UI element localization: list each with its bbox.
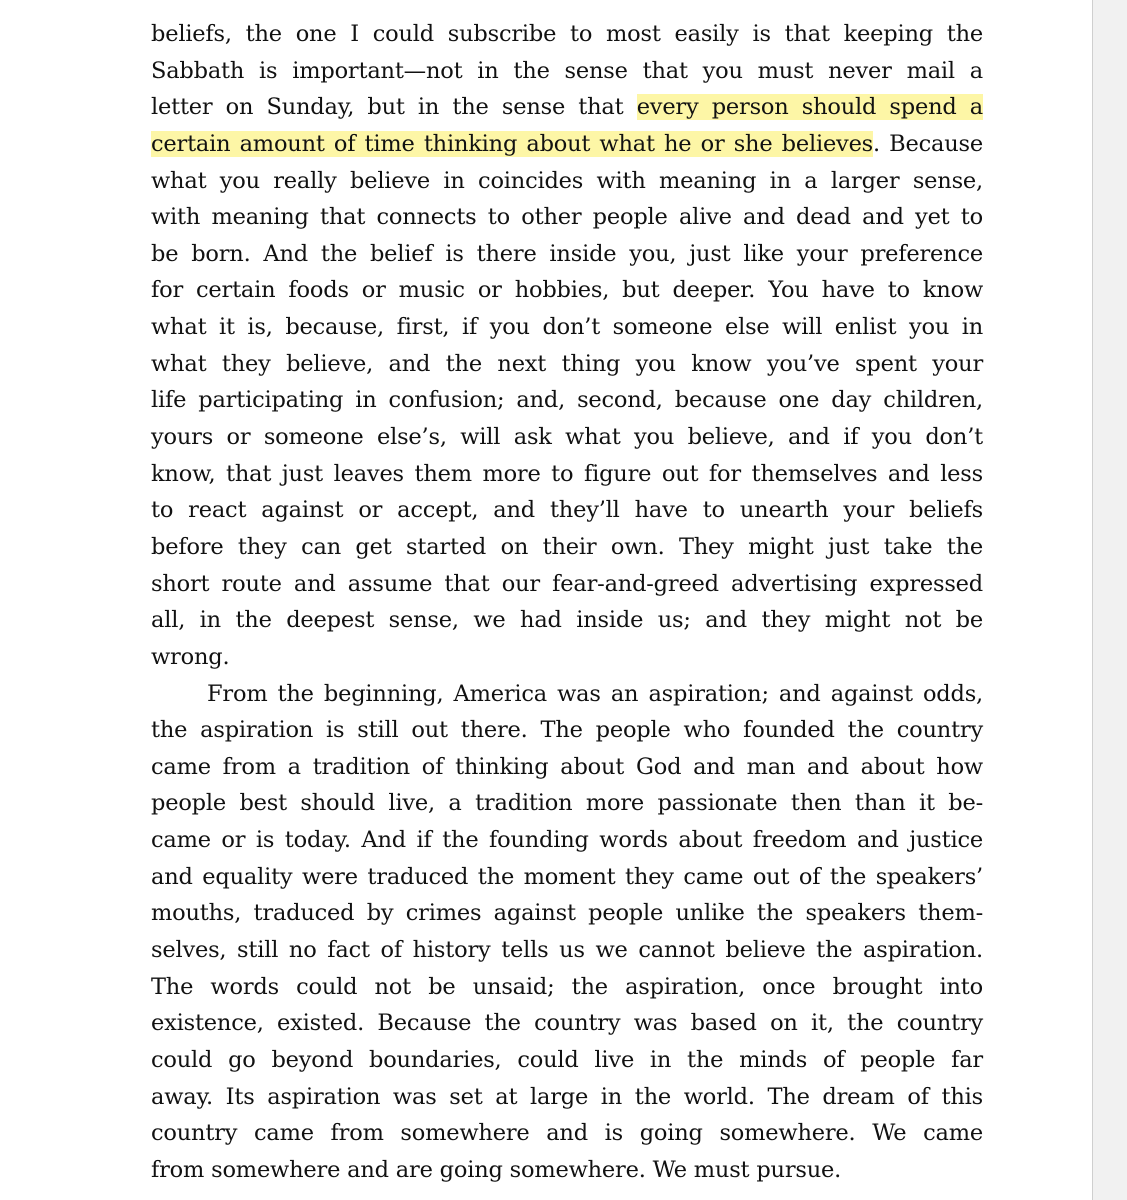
text-line: existence, existed. Because the country was based on it, the country <box>151 1010 983 1037</box>
text-line: the aspiration is still out there. The people who founded the country <box>151 717 983 744</box>
text-segment: letter on Sunday, but in the sense that <box>151 94 637 121</box>
text-line: people best should live, a tradition more passionate then than it be- <box>151 790 983 817</box>
text-line: The words could not be unsaid; the aspiration, once brought into <box>151 973 983 1000</box>
highlighted-text[interactable]: certain amount of time thinking about what he or she believes <box>151 130 874 157</box>
text-line: came or is today. And if the founding words about freedom and justice <box>151 827 983 854</box>
text-line: from somewhere and are going somewhere. We must pursue. <box>151 1156 842 1183</box>
text-line: all, in the deepest sense, we had inside us; and they might not be <box>151 607 983 634</box>
text-line: away. Its aspiration was set at large in the world. The dream of this <box>151 1083 983 1110</box>
text-line: what it is, because, first, if you don’t someone else will enlist you in <box>151 314 983 341</box>
text-line: beliefs, the one I could subscribe to most easily is that keeping the <box>151 21 983 47</box>
text-line <box>151 89 983 126</box>
text-line: with meaning that connects to other people alive and dead and yet to <box>151 204 983 231</box>
text-line <box>151 126 983 163</box>
text-line: short route and assume that our fear-and-greed advertising expressed <box>151 570 983 597</box>
text-line: for certain foods or music or hobbies, but deeper. You have to know <box>151 277 983 304</box>
text-line: selves, still no fact of history tells us we cannot believe the aspiration. <box>151 937 983 964</box>
text-segment: . Because <box>873 130 983 157</box>
text-line: what you really believe in coincides with meaning in a larger sense, <box>151 167 983 194</box>
vertical-scrollbar[interactable] <box>1092 0 1127 1200</box>
text-line: and equality were traduced the moment they came out of the speakers’ <box>151 863 983 890</box>
text-line: know, that just leaves them more to figure out for themselves and less <box>151 460 983 487</box>
text-line: came from a tradition of thinking about God and man and about how <box>151 753 983 780</box>
text-line: before they can get started on their own. They might just take the <box>151 533 983 560</box>
text-line: From the beginning, America was an aspiration; and against odds, <box>207 680 983 707</box>
text-line: what they believe, and the next thing you know you’ve spent your <box>151 350 983 377</box>
text-line: be born. And the belief is there inside you, just like your preference <box>151 240 983 267</box>
text-line: wrong. <box>151 643 230 670</box>
highlighted-text[interactable]: every person should spend a <box>636 94 984 121</box>
text-line: Sabbath is important—not in the sense that you must never mail a <box>151 57 983 84</box>
text-line: could go beyond boundaries, could live in the minds of people far <box>151 1046 983 1073</box>
text-line: mouths, traduced by crimes against people unlike the speakers them- <box>151 900 983 927</box>
text-line: country came from somewhere and is going somewhere. We came <box>151 1120 983 1147</box>
text-line: to react against or accept, and they’ll have to unearth your beliefs <box>151 497 983 524</box>
page-text <box>151 16 983 1189</box>
text-line: yours or someone else’s, will ask what you believe, and if you don’t <box>151 424 983 451</box>
text-line: life participating in confusion; and, second, because one day children, <box>151 387 983 414</box>
